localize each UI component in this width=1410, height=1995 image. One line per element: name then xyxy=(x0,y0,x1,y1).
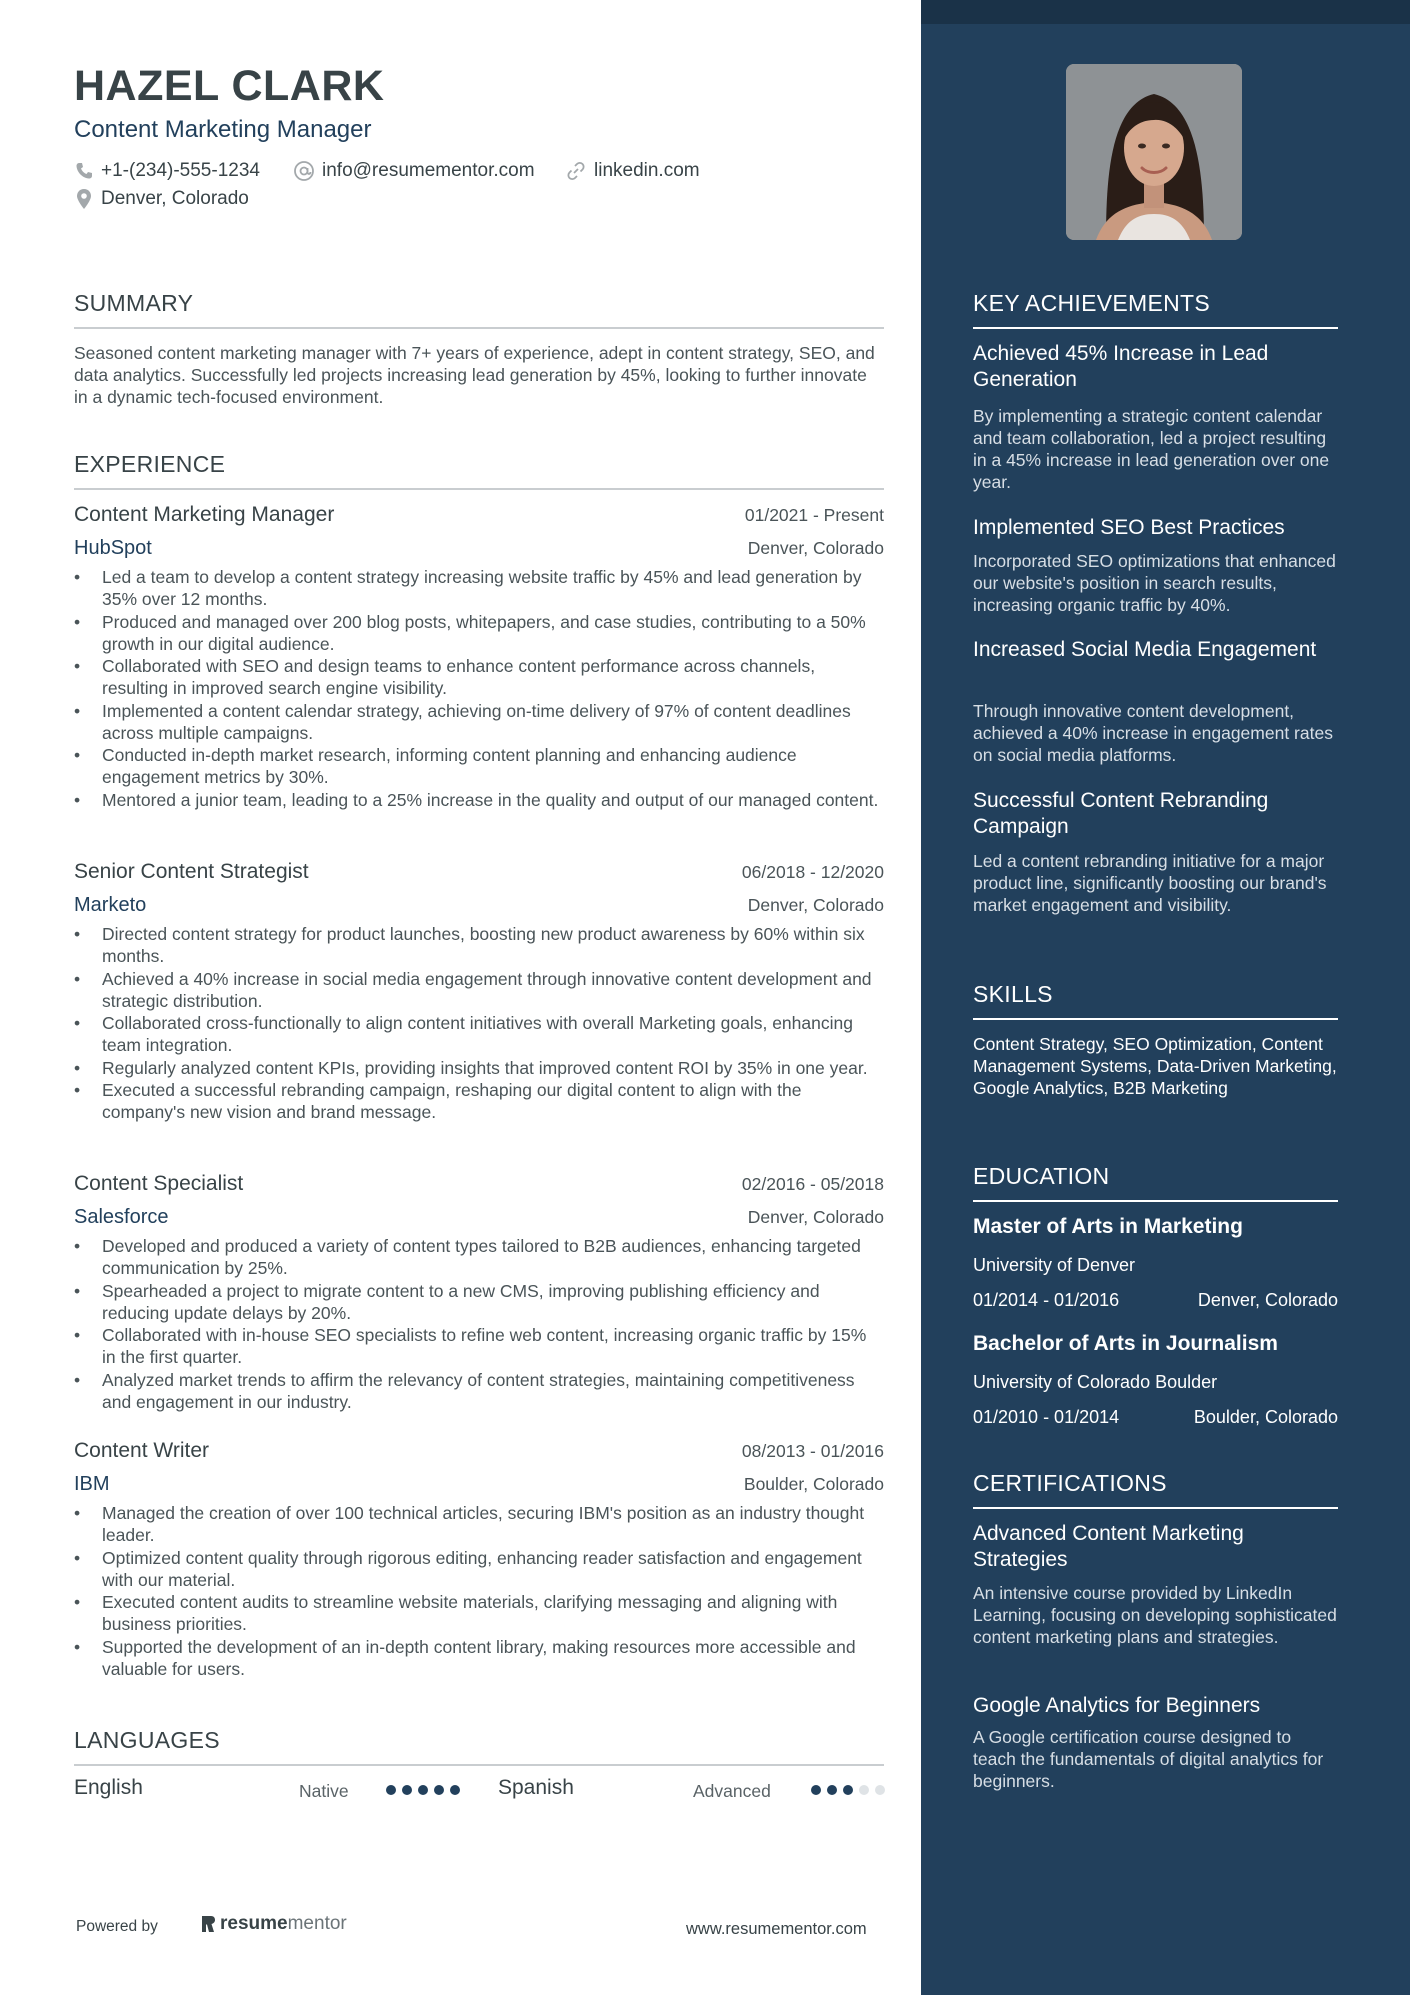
achievement-text: Led a content rebranding initiative for a major product line, significantly boosting our brand's market engagement and visibility. xyxy=(973,851,1327,915)
certification-title: Google Analytics for Beginners xyxy=(973,1694,1261,1717)
job-bullet: • Executed a successful rebranding campaign, reshaping our digital content to align with the company's new vision and brand message. xyxy=(74,1079,884,1123)
languages-list xyxy=(74,1776,884,1806)
job-bullet: • Produced and managed over 200 blog posts, whitepapers, and case studies, contributing to a 50% growth in our digital audience. xyxy=(74,611,884,655)
job-bullet: • Spearheaded a project to migrate content to a new CMS, improving publishing efficiency and reducing update delays by 20%. xyxy=(74,1280,884,1324)
education-meta xyxy=(973,1407,1338,1428)
contact-location xyxy=(74,188,249,210)
job-bullet: • Collaborated with SEO and design teams to enhance content performance across channels, resulting in improved search engine visibility. xyxy=(74,655,884,699)
skills-heading: SKILLS xyxy=(973,981,1338,1020)
rating-dot-filled xyxy=(434,1785,444,1795)
job-bullet: • Analyzed market trends to affirm the relevancy of content strategies, maintaining competitiveness and engagement in our industry. xyxy=(74,1369,884,1413)
location-pin-icon xyxy=(74,188,94,210)
achievement-text: Through innovative content development, achieved a 40% increase in engagement rates on social media platforms. xyxy=(973,701,1333,765)
education-location: Boulder, Colorado xyxy=(1193,1407,1338,1427)
job-title: Content Specialist xyxy=(74,1172,244,1195)
profile-photo xyxy=(1066,64,1242,240)
job-bullet: • Achieved a 40% increase in social media engagement through innovative content development and strategic distribution. xyxy=(74,968,884,1012)
job-bullets xyxy=(74,1502,884,1680)
job-bullet: • Led a team to develop a content strategy increasing website traffic by 45% and lead generation by 35% over 12 months. xyxy=(74,566,884,610)
education-dates: 01/2010 - 01/2014 xyxy=(973,1407,1120,1427)
rating-dot-filled xyxy=(843,1785,853,1795)
job-title: Content Writer xyxy=(74,1439,209,1462)
summary-heading: SUMMARY xyxy=(74,290,884,329)
education-heading: EDUCATION xyxy=(973,1163,1338,1202)
certification-text: An intensive course provided by LinkedIn Learning, focusing on developing sophisticated content marketing plans and strategies. xyxy=(973,1583,1337,1647)
language-level: Advanced xyxy=(693,1781,771,1801)
footer-site-link[interactable]: www.resumementor.com xyxy=(686,1920,867,1938)
job-bullet: • Regularly analyzed content KPIs, providing insights that improved content ROI by 35% in one year. xyxy=(74,1057,884,1079)
at-icon xyxy=(293,160,315,182)
job-bullet: • Optimized content quality through rigorous editing, enhancing reader satisfaction and engagement with our material. xyxy=(74,1547,884,1591)
job-entry xyxy=(74,503,884,811)
resumementor-logo-icon xyxy=(200,1914,216,1934)
job-title: Content Marketing Manager xyxy=(74,503,335,526)
job-location: Denver, Colorado xyxy=(747,895,884,915)
languages-heading: LANGUAGES xyxy=(74,1727,884,1766)
job-company: Salesforce xyxy=(74,1206,169,1228)
job-company: HubSpot xyxy=(74,537,152,559)
language-level: Native xyxy=(299,1781,349,1801)
job-dates: 01/2021 - Present xyxy=(744,505,884,525)
job-bullet: • Managed the creation of over 100 technical articles, securing IBM's position as an industry thought leader. xyxy=(74,1502,884,1546)
experience-heading: EXPERIENCE xyxy=(74,451,884,490)
job-bullet: • Directed content strategy for product launches, boosting new product awareness by 60% within six months. xyxy=(74,923,884,967)
rating-dot-filled xyxy=(811,1785,821,1795)
job-bullet: • Developed and produced a variety of content types tailored to B2B audiences, enhancing targeted communication by 25%. xyxy=(74,1235,884,1279)
summary-text: Seasoned content marketing manager with 7+ years of experience, adept in content strategy, SEO, and data analytics. Successfully led projects increasing lead generation by 45%, looking to further innovate in a dynamic tech-focused environment. xyxy=(74,343,875,407)
job-company: IBM xyxy=(74,1473,110,1495)
brand-light: mentor xyxy=(287,1913,347,1934)
resumementor-logo[interactable] xyxy=(200,1913,347,1935)
job-entry xyxy=(74,860,884,1124)
achievement-title: Increased Social Media Engagement xyxy=(973,638,1317,661)
linkedin-text: linkedin.com xyxy=(594,160,700,181)
rating-dot-filled xyxy=(450,1785,460,1795)
language-rating xyxy=(811,1785,885,1795)
job-bullet: • Collaborated with in-house SEO specialists to refine web content, increasing organic traffic by 15% in the first quarter. xyxy=(74,1324,884,1368)
rating-dot-filled xyxy=(386,1785,396,1795)
sidebar-top-band xyxy=(921,0,1410,24)
job-entry xyxy=(74,1439,884,1680)
language-name: English xyxy=(74,1776,143,1799)
email-text: info@resumementor.com xyxy=(322,160,535,181)
job-bullets xyxy=(74,566,884,811)
sidebar xyxy=(921,0,1410,1995)
achievement-text: Incorporated SEO optimizations that enhanced our website's position in search results, increasing organic traffic by 40%. xyxy=(973,551,1336,615)
location-text: Denver, Colorado xyxy=(101,188,249,209)
education-school: University of Denver xyxy=(973,1255,1136,1275)
achievement-title: Achieved 45% Increase in Lead Generation xyxy=(973,342,1269,391)
brand-bold: resume xyxy=(220,1913,288,1934)
contact-phone[interactable] xyxy=(74,160,260,182)
education-degree: Bachelor of Arts in Journalism xyxy=(973,1332,1278,1355)
certification-text: A Google certification course designed to teach the fundamentals of digital analytics for beginners. xyxy=(973,1727,1324,1791)
education-meta xyxy=(973,1290,1338,1311)
job-bullet: • Supported the development of an in-depth content library, making resources more accessible and valuable for users. xyxy=(74,1636,884,1680)
link-icon xyxy=(565,160,587,182)
phone-icon xyxy=(74,161,94,181)
phone-text: +1-(234)-555-1234 xyxy=(101,160,260,181)
job-bullet: • Implemented a content calendar strategy, achieving on-time delivery of 97% of content deadlines across multiple campaigns. xyxy=(74,700,884,744)
contact-linkedin[interactable] xyxy=(565,160,700,182)
job-bullet: • Collaborated cross-functionally to align content initiatives with overall Marketing goals, enhancing team integration. xyxy=(74,1012,884,1056)
education-location: Denver, Colorado xyxy=(1197,1290,1338,1310)
education-dates: 01/2014 - 01/2016 xyxy=(973,1290,1120,1310)
candidate-title: Content Marketing Manager xyxy=(74,116,372,143)
job-entry xyxy=(74,1172,884,1413)
skills-text: Content Strategy, SEO Optimization, Content Management Systems, Data-Driven Marketing, Google Analytics, B2B Marketing xyxy=(973,1034,1337,1098)
rating-dot-filled xyxy=(827,1785,837,1795)
job-location: Denver, Colorado xyxy=(747,538,884,558)
achievements-heading: KEY ACHIEVEMENTS xyxy=(973,290,1338,329)
language-rating xyxy=(386,1785,460,1795)
achievement-text: By implementing a strategic content calendar and team collaboration, led a project resulting in a 45% increase in lead generation over one year. xyxy=(973,406,1330,492)
job-title: Senior Content Strategist xyxy=(74,860,309,883)
rating-dot-empty xyxy=(859,1785,869,1795)
job-company: Marketo xyxy=(74,894,147,916)
portrait-image xyxy=(1066,64,1242,240)
job-bullet: • Conducted in-depth market research, informing content planning and enhancing audience engagement metrics by 30%. xyxy=(74,744,884,788)
rating-dot-filled xyxy=(418,1785,428,1795)
job-bullets xyxy=(74,1235,884,1413)
achievement-title: Implemented SEO Best Practices xyxy=(973,516,1285,539)
rating-dot-empty xyxy=(875,1785,885,1795)
certification-title: Advanced Content Marketing Strategies xyxy=(973,1522,1244,1571)
rating-dot-filled xyxy=(402,1785,412,1795)
job-dates: 02/2016 - 05/2018 xyxy=(741,1174,884,1194)
job-dates: 08/2013 - 01/2016 xyxy=(741,1441,884,1461)
achievement-title: Successful Content Rebranding Campaign xyxy=(973,789,1269,838)
education-degree: Master of Arts in Marketing xyxy=(973,1215,1243,1238)
job-bullet: • Executed content audits to streamline website materials, clarifying messaging and aligning with business priorities. xyxy=(74,1591,884,1635)
contact-email[interactable] xyxy=(293,160,535,182)
job-bullet: • Mentored a junior team, leading to a 25% increase in the quality and output of our managed content. xyxy=(74,789,884,811)
job-location: Boulder, Colorado xyxy=(743,1474,884,1494)
job-location: Denver, Colorado xyxy=(747,1207,884,1227)
certifications-heading: CERTIFICATIONS xyxy=(973,1470,1338,1509)
powered-by-label: Powered by xyxy=(76,1918,158,1935)
language-name: Spanish xyxy=(498,1776,574,1799)
education-school: University of Colorado Boulder xyxy=(973,1372,1218,1392)
candidate-name: HAZEL CLARK xyxy=(74,62,385,110)
job-bullets xyxy=(74,923,884,1123)
job-dates: 06/2018 - 12/2020 xyxy=(741,862,884,882)
